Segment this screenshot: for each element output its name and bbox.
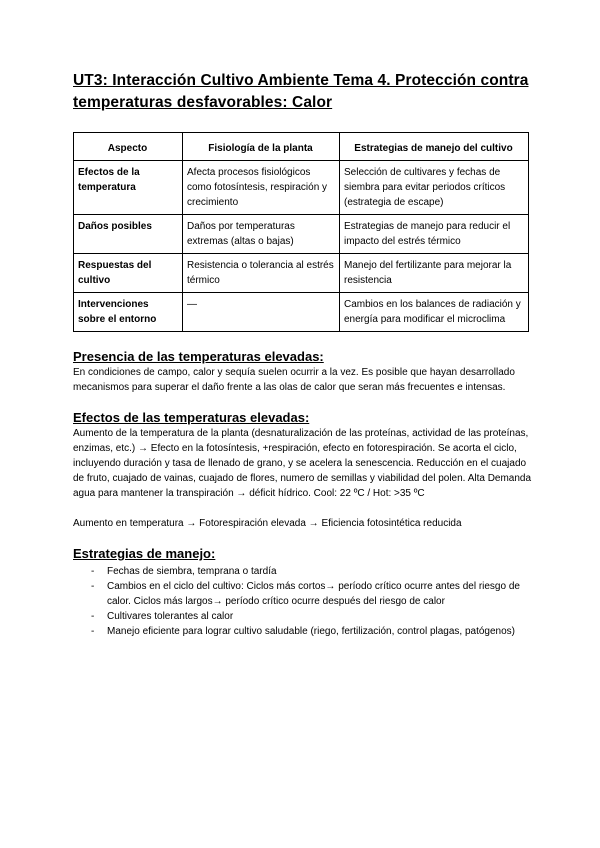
table-cell: Daños posibles bbox=[74, 215, 183, 254]
table-cell: Efectos de la temperatura bbox=[74, 161, 183, 215]
table-cell: Intervenciones sobre el entorno bbox=[74, 293, 183, 332]
section-heading: Efectos de las temperaturas elevadas: bbox=[73, 410, 310, 425]
section-heading: Estrategias de manejo: bbox=[73, 546, 216, 561]
table-cell: — bbox=[183, 293, 340, 332]
strategy-list bbox=[73, 564, 533, 639]
list-item-text: Fechas de siembra, temprana o tardía bbox=[107, 566, 277, 577]
section-efectos bbox=[73, 410, 533, 531]
table-header-cell: Fisiología de la planta bbox=[183, 133, 340, 161]
section-heading: Presencia de las temperaturas elevadas: bbox=[73, 349, 324, 364]
list-item bbox=[73, 579, 533, 609]
table-cell: Afecta procesos fisiológicos como fotosíntesis, respiración y crecimiento bbox=[183, 161, 340, 215]
table-row bbox=[74, 293, 529, 332]
comparison-table bbox=[73, 132, 529, 332]
table-cell: Daños por temperaturas extremas (altas o bajas) bbox=[183, 215, 340, 254]
section-paragraph: Aumento de la temperatura de la planta (desnaturalización de las proteínas, actividad de las proteínas, enzimas, etc.) → Efecto en la fotosíntesis, +respiración, efecto en fotorespiración. Se acorta el ciclo, incluyendo duración y tasa de llenado de grano, y se acelera la senescencia. Reducción en el cuajado de fruto, cuajado de vainas, cuajado de flores, numero de semillas y viabilidad del polen. Alta Demanda agua para mantener la transpiración → déficit hídrico. Cool: 22 ºC / Hot: >35 ºC bbox=[73, 428, 532, 499]
table-cell: Cambios en los balances de radiación y energía para modificar el microclima bbox=[340, 293, 529, 332]
page-title: UT3: Interacción Cultivo Ambiente Tema 4. Protección contra temperaturas desfavorables: Calor bbox=[73, 72, 529, 111]
document-page bbox=[73, 70, 533, 639]
table-header-cell: Aspecto bbox=[74, 133, 183, 161]
list-item-text: Cambios en el ciclo del cultivo: Ciclos más cortos→ período crítico ocurre antes del riesgo de calor. Ciclos más largos→ período crítico ocurre después del riesgo de calor bbox=[107, 581, 520, 607]
table-cell: Selección de cultivares y fechas de siembra para evitar periodos críticos (estrategia de escape) bbox=[340, 161, 529, 215]
table-header-cell: Estrategias de manejo del cultivo bbox=[340, 133, 529, 161]
bullet-dash: - bbox=[91, 611, 95, 622]
list-item-text: Manejo eficiente para lograr cultivo saludable (riego, fertilización, control plagas, patógenos) bbox=[107, 626, 516, 637]
section-estrategias bbox=[73, 546, 533, 639]
table-header-row bbox=[74, 133, 529, 161]
bullet-dash: - bbox=[91, 581, 95, 592]
table-cell: Estrategias de manejo para reducir el impacto del estrés térmico bbox=[340, 215, 529, 254]
table-cell: Respuestas del cultivo bbox=[74, 254, 183, 293]
bullet-dash: - bbox=[91, 626, 95, 637]
list-item bbox=[73, 609, 533, 624]
table-row bbox=[74, 215, 529, 254]
section-presencia bbox=[73, 349, 533, 395]
table-row bbox=[74, 161, 529, 215]
bullet-dash: - bbox=[91, 566, 95, 577]
section-paragraph: En condiciones de campo, calor y sequía suelen ocurrir a la vez. Es posible que hayan desarrollado mecanismos para superar el daño frente a las olas de calor que seran más frecuentes e intensas. bbox=[73, 367, 515, 393]
list-item-text: Cultivares tolerantes al calor bbox=[107, 611, 234, 622]
section-paragraph: Aumento en temperatura → Fotorespiración elevada → Eficiencia fotosintética reducida bbox=[73, 518, 462, 529]
list-item bbox=[73, 564, 533, 579]
table-row bbox=[74, 254, 529, 293]
table-cell: Resistencia o tolerancia al estrés térmico bbox=[183, 254, 340, 293]
list-item bbox=[73, 624, 533, 639]
table-cell: Manejo del fertilizante para mejorar la resistencia bbox=[340, 254, 529, 293]
